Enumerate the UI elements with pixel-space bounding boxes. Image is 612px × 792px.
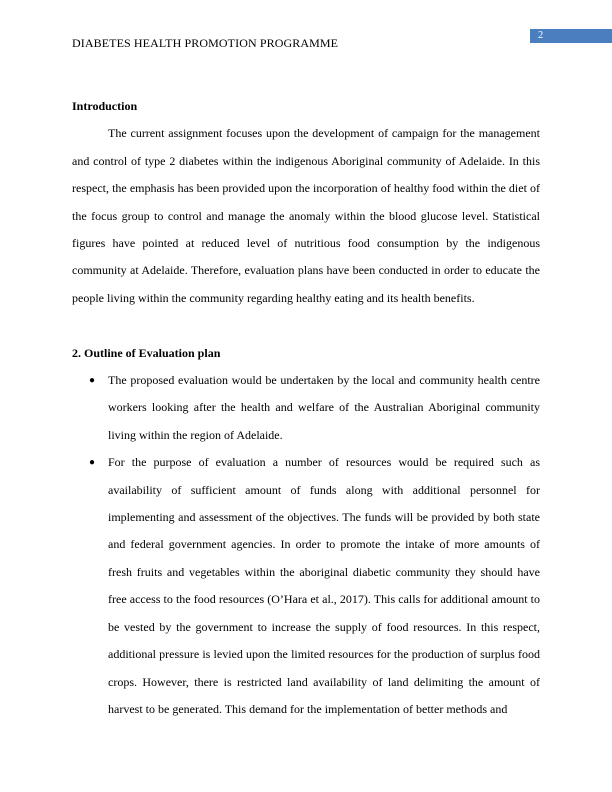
page-number: 2 bbox=[538, 30, 544, 41]
evaluation-bullet-list bbox=[72, 367, 540, 723]
bullet-icon: ● bbox=[89, 375, 96, 387]
page-number-badge bbox=[530, 29, 612, 43]
bullet-text: For the purpose of evaluation a number of resources would be required such as availability of sufficient amount of funds along with additional personnel for implementing and assessment of the objectives. The funds will be provided by both state and federal government agencies. In order to promote the intake of more amounts of fresh fruits and vegetables within the aboriginal diabetic community they should have free access to the food resources (O’Hara et al., 2017). This calls for additional amount to be vested by the government to increase the supply of food resources. In this respect, additional pressure is levied upon the limited resources for the production of surplus food crops. However, there is restricted land availability of land delimiting the amount of harvest to be generated. This demand for the implementation of better methods and bbox=[108, 455, 540, 716]
introduction-paragraph: The current assignment focuses upon the development of campaign for the management and control of type 2 diabetes within the indigenous Aboriginal community of Adelaide. In this respect, the emphasis has been provided upon the incorporation of healthy food within the diet of the focus group to control and manage the anomaly within the blood glucose level. Statistical figures have pointed at reduced level of nutritious food consumption by the indigenous community at Adelaide. Therefore, evaluation plans have been conducted in order to educate the people living within the community regarding healthy eating and its health benefits. bbox=[72, 126, 540, 305]
bullet-icon: ● bbox=[89, 457, 96, 469]
document-body bbox=[72, 93, 540, 723]
list-item bbox=[72, 449, 540, 723]
section-spacer bbox=[72, 312, 540, 339]
running-header: DIABETES HEALTH PROMOTION PROGRAMME bbox=[72, 36, 339, 50]
introduction-heading: Introduction bbox=[72, 99, 138, 113]
bullet-text: The proposed evaluation would be undertaken by the local and community health centre workers looking after the health and welfare of the Australian Aboriginal community living within the region of Adelaide. bbox=[108, 373, 540, 442]
evaluation-plan-heading: 2. Outline of Evaluation plan bbox=[72, 345, 221, 360]
list-item bbox=[72, 367, 540, 449]
